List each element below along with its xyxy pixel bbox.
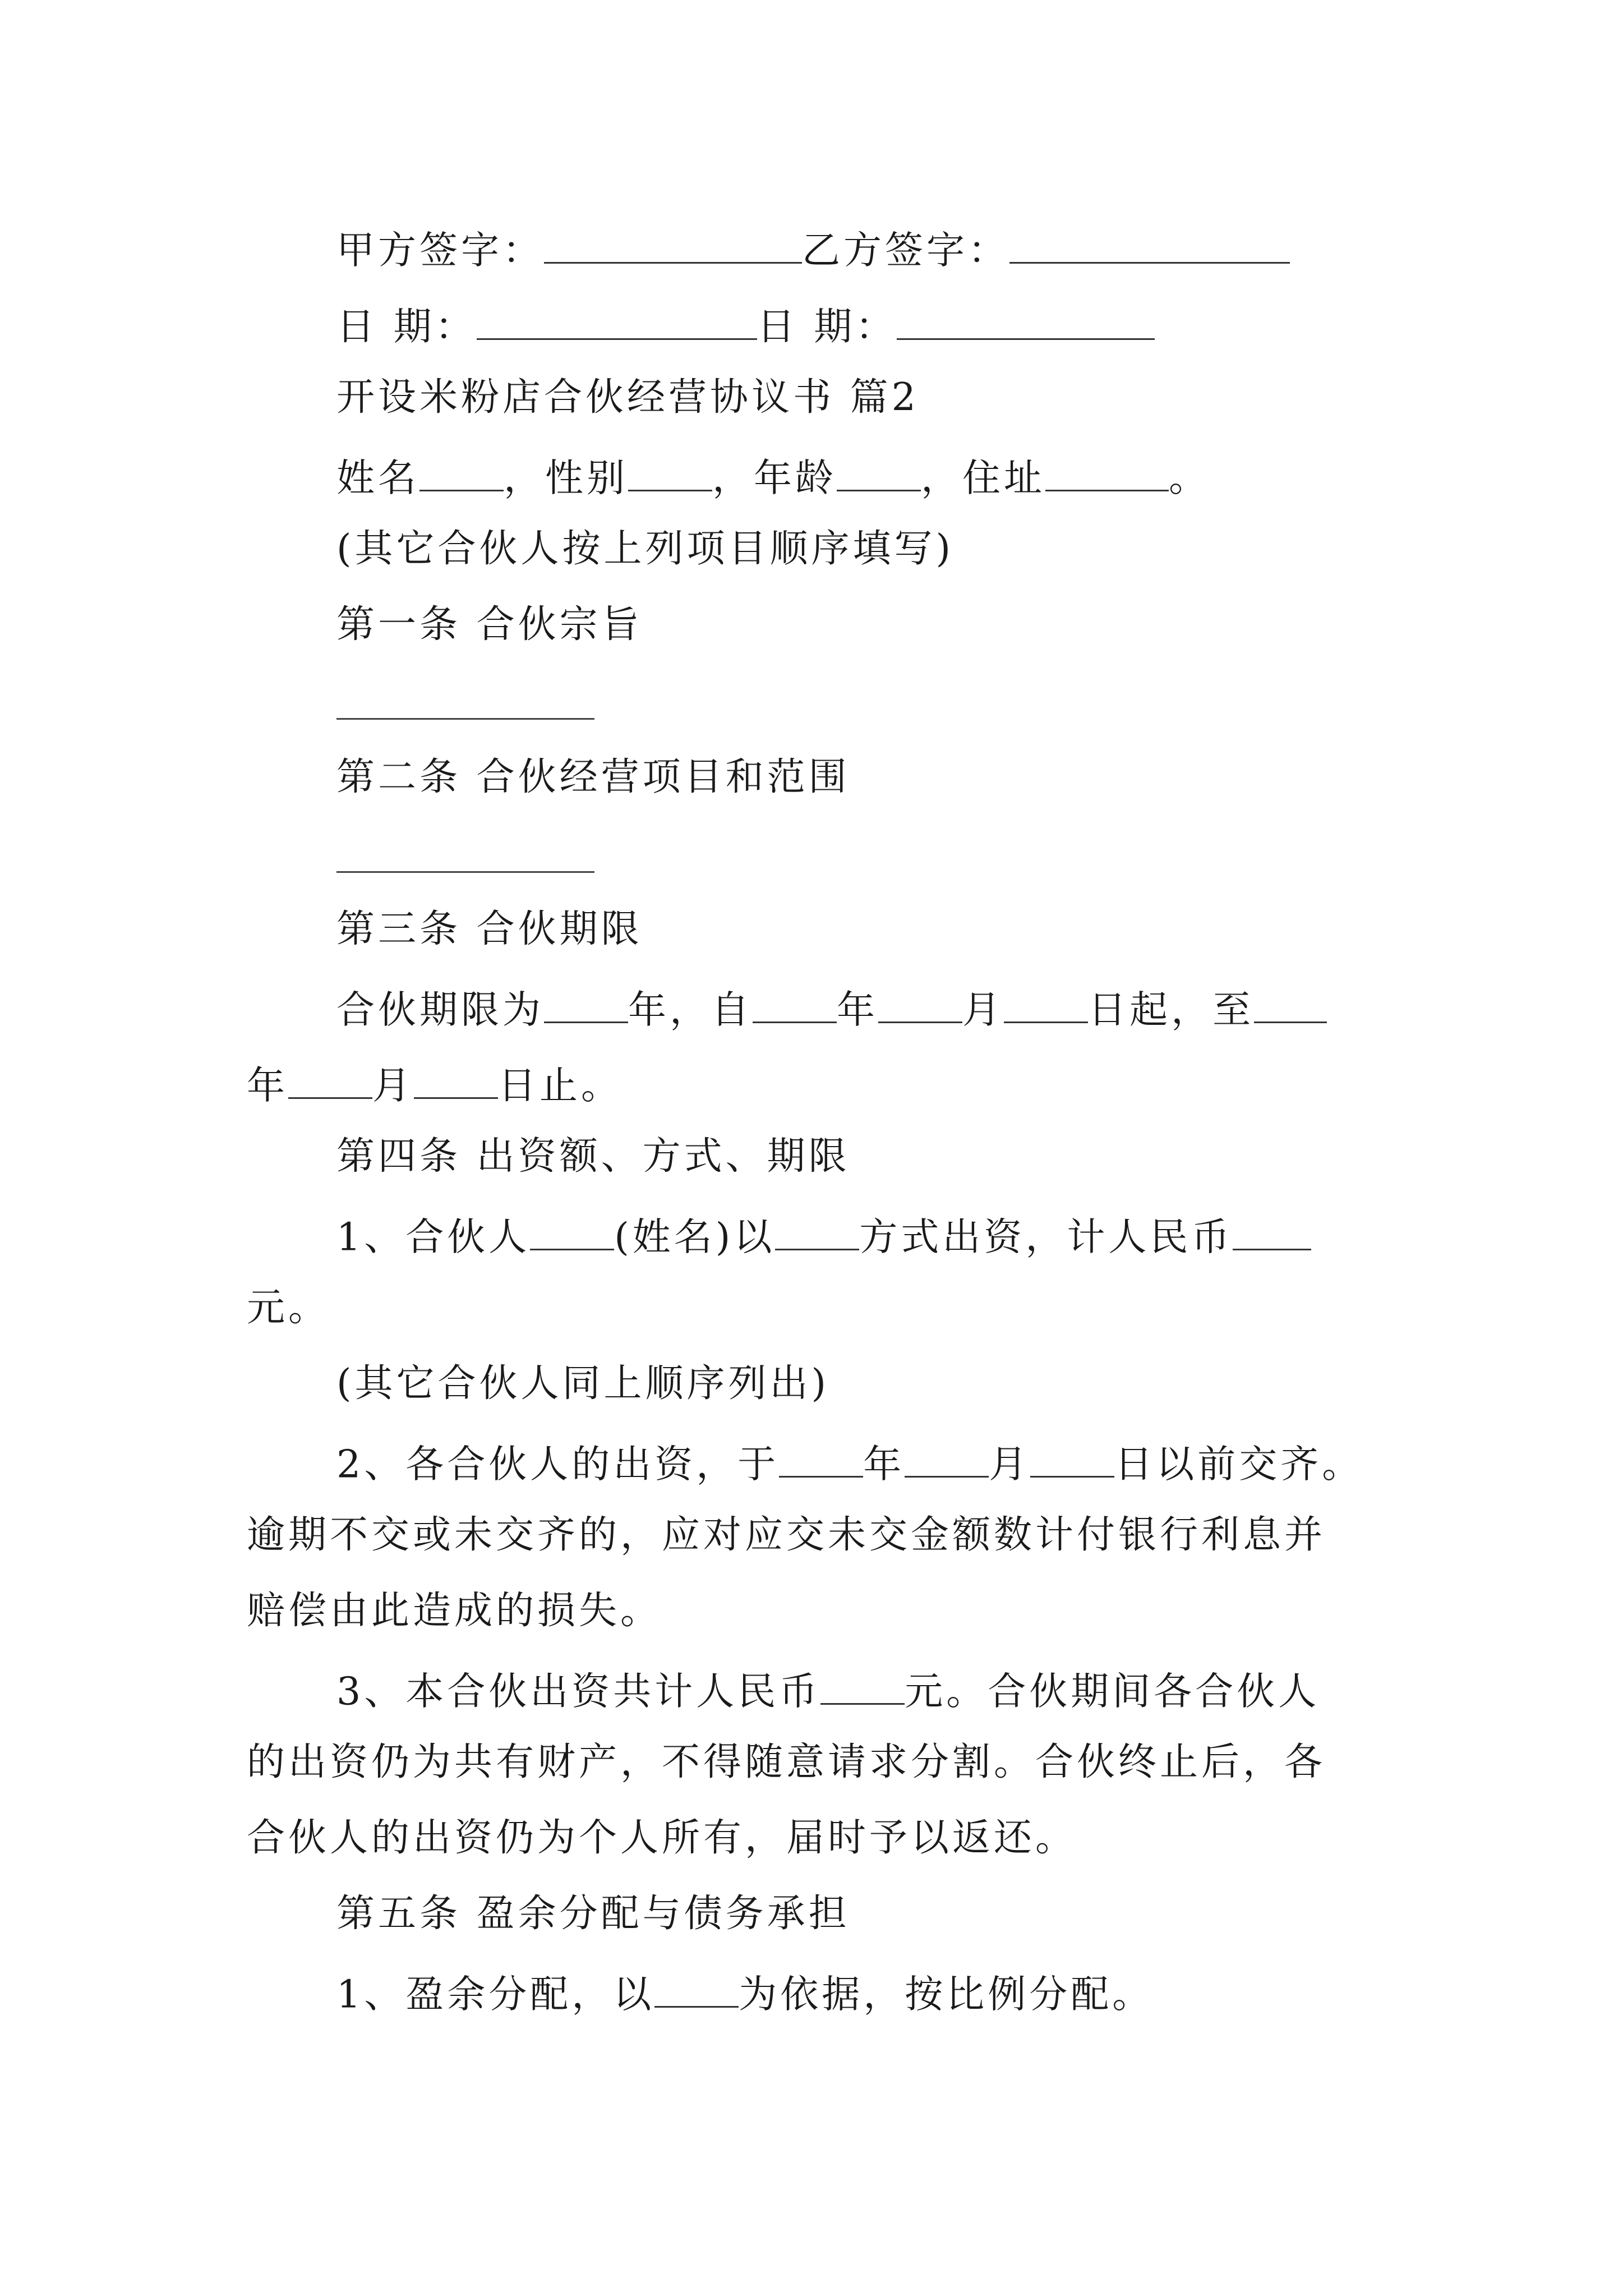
name-blank bbox=[419, 454, 504, 491]
party-b-signature-label: 乙方签字： bbox=[802, 228, 1010, 273]
article-3-term-line-2 bbox=[247, 1062, 1402, 1106]
info-end: 。 bbox=[1169, 456, 1211, 501]
article-4-item-3-line-3: 合伙人的出资仍为个人所有，届时予以返还。 bbox=[247, 1816, 1077, 1860]
party-a-signature-label: 甲方签字： bbox=[336, 228, 545, 273]
total-capital-text-1: 3、本合伙出资共计人民币 bbox=[336, 1669, 821, 1714]
term-text-6: 年 bbox=[247, 1064, 289, 1108]
article-5-item-1 bbox=[336, 1971, 1492, 2017]
end-day-blank bbox=[414, 1062, 498, 1099]
deadline-year-blank bbox=[779, 1441, 863, 1478]
term-text-3: 年 bbox=[837, 988, 879, 1033]
term-years-blank bbox=[544, 986, 628, 1023]
article-2-fill-rule bbox=[336, 871, 594, 873]
article-4-heading: 第四条 出资额、方式、期限 bbox=[336, 1134, 850, 1179]
deadline-month-blank bbox=[905, 1441, 989, 1478]
contribution-method-blank bbox=[775, 1213, 859, 1250]
total-capital-blank bbox=[820, 1668, 905, 1705]
profit-text-1: 1、盈余分配，以 bbox=[336, 1972, 655, 2017]
term-text-5: 日起，至 bbox=[1088, 988, 1255, 1033]
term-text-7: 月 bbox=[372, 1064, 414, 1108]
address-blank bbox=[1045, 454, 1169, 491]
personal-info-line bbox=[336, 454, 1492, 501]
gender-label: ，性别 bbox=[504, 456, 629, 501]
article-1-fill-rule bbox=[336, 718, 594, 720]
article-4-item-3-line-2: 的出资仍为共有财产，不得随意请求分割。合伙终止后，各 bbox=[247, 1740, 1326, 1784]
profit-text-2: 为依据，按比例分配。 bbox=[739, 1972, 1154, 2017]
age-blank bbox=[837, 454, 921, 491]
document-title: 开设米粉店合伙经营协议书 篇2 bbox=[336, 375, 919, 420]
contribution-text-2: (姓名)以 bbox=[614, 1215, 776, 1260]
article-4-item-2-line-2: 逾期不交或未交齐的，应对应交未交金额数计付银行利息并 bbox=[247, 1513, 1326, 1557]
end-month-blank bbox=[288, 1062, 372, 1099]
article-3-term-line-1 bbox=[336, 986, 1492, 1033]
start-day-blank bbox=[1004, 986, 1088, 1023]
article-4-item-1-line-2: 元。 bbox=[247, 1286, 330, 1330]
note-fill-order: (其它合伙人按上列项目顺序填写) bbox=[336, 527, 955, 571]
date-label-a: 日 期： bbox=[336, 305, 477, 349]
article-4-item-3-line-1 bbox=[336, 1668, 1492, 1714]
article-4-item-2-line-1 bbox=[336, 1441, 1492, 1487]
contribution-text-1: 1、合伙人 bbox=[336, 1215, 531, 1260]
deadline-text-1: 2、各合伙人的出资，于 bbox=[336, 1442, 780, 1487]
partner-name-blank bbox=[530, 1213, 614, 1250]
party-a-signature-blank bbox=[544, 227, 802, 264]
article-3-heading: 第三条 合伙期限 bbox=[336, 907, 643, 951]
deadline-text-4: 日以前交齐。 bbox=[1114, 1442, 1364, 1487]
term-text-1: 合伙期限为 bbox=[336, 988, 545, 1033]
deadline-day-blank bbox=[1030, 1441, 1114, 1478]
date-blank-a bbox=[477, 303, 757, 340]
deadline-text-3: 月 bbox=[989, 1442, 1031, 1487]
date-line bbox=[336, 303, 1492, 347]
article-5-heading: 第五条 盈余分配与债务承担 bbox=[336, 1892, 850, 1936]
address-label: ，住址 bbox=[921, 456, 1046, 501]
term-text-8: 日止。 bbox=[498, 1064, 623, 1108]
contribution-amount-blank bbox=[1233, 1213, 1311, 1250]
deadline-text-2: 年 bbox=[863, 1442, 905, 1487]
article-1-heading: 第一条 合伙宗旨 bbox=[336, 602, 643, 647]
article-4-item-2-line-3: 赔偿由此造成的损失。 bbox=[247, 1589, 662, 1633]
article-4-item-1-line-1 bbox=[336, 1213, 1492, 1260]
start-year-blank bbox=[753, 986, 837, 1023]
term-text-2: 年，自 bbox=[628, 988, 753, 1033]
gender-blank bbox=[628, 454, 712, 491]
date-label-b: 日 期： bbox=[757, 305, 897, 349]
party-b-signature-blank bbox=[1009, 227, 1290, 264]
term-text-4: 月 bbox=[962, 988, 1004, 1033]
note-other-partners: (其它合伙人同上顺序列出) bbox=[336, 1361, 830, 1406]
total-capital-text-2: 元。合伙期间各合伙人 bbox=[905, 1669, 1320, 1714]
article-2-heading: 第二条 合伙经营项目和范围 bbox=[336, 755, 850, 799]
start-month-blank bbox=[878, 986, 962, 1023]
name-label: 姓名 bbox=[336, 456, 420, 501]
age-label: ，年龄 bbox=[712, 456, 837, 501]
profit-basis-blank bbox=[654, 1971, 739, 2008]
end-year-blank bbox=[1254, 986, 1327, 1023]
date-blank-b bbox=[897, 303, 1155, 340]
contribution-text-3: 方式出资，计人民币 bbox=[859, 1215, 1233, 1260]
signature-line bbox=[336, 227, 1492, 273]
